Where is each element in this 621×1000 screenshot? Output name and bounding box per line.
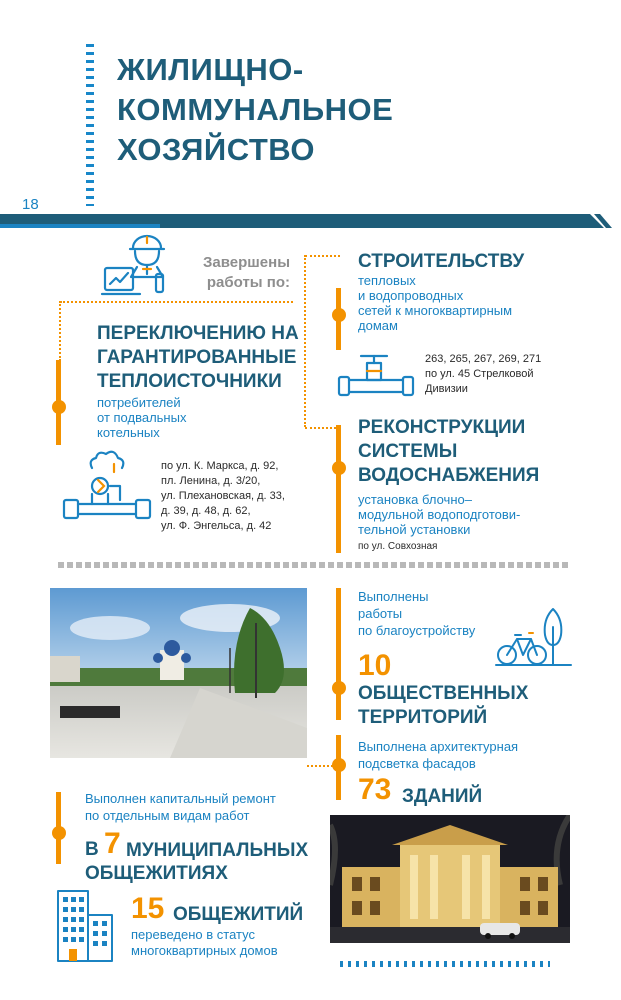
dormitories-sub-line-1: переведено в статус: [131, 927, 255, 942]
switching-address-4: д. 39, д. 48, д. 62,: [161, 505, 251, 517]
landscaping-intro-line-1: Выполнены: [358, 589, 429, 604]
landscaping-bar: [336, 588, 341, 720]
construction-heading: СТРОИТЕЛЬСТВУ: [358, 251, 525, 272]
reconstruction-dot: [332, 461, 346, 475]
reconstruction-sub-line-3: тельной установки: [358, 522, 471, 537]
reconstruction-sub-line-1: установка блочно–: [358, 492, 472, 507]
photo-illuminated-building: [330, 815, 570, 943]
engineer-icon: [100, 234, 175, 304]
apartment-building-icon: [55, 885, 115, 965]
connector-mid-h: [305, 427, 340, 429]
dormitories-label: ОБЩЕЖИТИЙ: [173, 904, 304, 925]
switching-sub-line-3: котельных: [97, 425, 160, 440]
lighting-intro-line-1: Выполнена архитектурная: [358, 739, 519, 754]
repair-prefix: В: [85, 839, 99, 860]
connector-top-h: [305, 255, 340, 257]
section-divider: [58, 562, 568, 568]
completed-intro: [182, 253, 290, 293]
construction-address-3: Дивизии: [425, 383, 468, 395]
switching-addresses: [161, 459, 285, 534]
construction-dot: [332, 308, 346, 322]
bicycle-tree-icon: [495, 605, 575, 670]
reconstruction-heading-line-1: РЕКОНСТРУКЦИИ: [358, 417, 526, 438]
connector-center-v: [304, 255, 306, 427]
repair-label-line-1: МУНИЦИПАЛЬНЫХ: [126, 840, 309, 861]
construction-sub-line-2: и водопроводных: [358, 288, 464, 303]
dormitories-count: 15: [131, 892, 165, 925]
landscaping-intro: [358, 588, 475, 639]
construction-address-1: 263, 265, 267, 269, 271: [425, 353, 542, 365]
reconstruction-sub-line-2: модульной водоподготови-: [358, 507, 521, 522]
reconstruction-bar: [336, 425, 341, 553]
dormitories-sub-line-2: многоквартирных домов: [131, 943, 278, 958]
connector-left-v: [59, 301, 61, 361]
landscaping-label-line-1: ОБЩЕСТВЕННЫХ: [358, 683, 529, 704]
reconstruction-heading-line-3: ВОДОСНАБЖЕНИЯ: [358, 465, 540, 486]
landscaping-label: [358, 682, 528, 730]
repair-count: 7: [104, 827, 121, 860]
switching-sub-line-2: от подвальных: [97, 410, 187, 425]
switching-address-1: по ул. К. Маркса, д. 92,: [161, 460, 279, 472]
lighting-intro-line-2: подсветка фасадов: [358, 756, 476, 771]
bottom-dash-row: [340, 961, 550, 967]
switching-heading-line-1: ПЕРЕКЛЮЧЕНИЮ НА: [97, 323, 299, 344]
landscaping-label-line-2: ТЕРРИТОРИЙ: [358, 707, 488, 728]
repair-dot: [52, 826, 66, 840]
repair-intro: [85, 790, 276, 824]
lighting-label: ЗДАНИЙ: [402, 786, 483, 807]
connector-left-h: [60, 301, 293, 303]
reconstruction-heading: [358, 416, 539, 488]
reconstruction-subtitle: [358, 492, 520, 537]
page-title-line-1: ЖИЛИЩНО-: [117, 52, 304, 87]
page-number: 18: [22, 196, 39, 213]
construction-addresses: [425, 352, 541, 397]
switching-heading-line-2: ГАРАНТИРОВАННЫЕ: [97, 347, 297, 368]
repair-intro-line-2: по отдельным видам работ: [85, 808, 250, 823]
completed-intro-line-1: Завершены: [203, 254, 290, 271]
construction-sub-line-1: тепловых: [358, 273, 416, 288]
landscaping-dot: [332, 681, 346, 695]
landscaping-count: 10: [358, 649, 392, 682]
repair-label-2: [85, 862, 228, 886]
dormitories-subtitle: [131, 927, 278, 959]
construction-address-2: по ул. 45 Стрелковой: [425, 368, 534, 380]
switching-heading: [97, 322, 299, 394]
construction-sub-line-4: домам: [358, 318, 398, 333]
decorative-dash-column: [86, 44, 94, 206]
lighting-intro: [358, 738, 518, 772]
photo-public-square: [50, 588, 307, 758]
repair-intro-line-1: Выполнен капитальный ремонт: [85, 791, 276, 806]
switching-address-3: ул. Плехановская, д. 33,: [161, 490, 285, 502]
landscaping-intro-line-3: по благоустройству: [358, 623, 476, 638]
switching-dot: [52, 400, 66, 414]
lighting-count: 73: [358, 773, 392, 806]
reconstruction-address: по ул. Совхозная: [358, 541, 438, 552]
construction-subtitle: [358, 273, 512, 333]
page-title-line-3: ХОЗЯЙСТВО: [117, 132, 315, 167]
repair-label-line-2: ОБЩЕЖИТИЯХ: [85, 863, 228, 884]
reconstruction-heading-line-2: СИСТЕМЫ: [358, 441, 458, 462]
switching-address-5: ул. Ф. Энгельса, д. 42: [161, 520, 272, 532]
switching-subtitle: [97, 395, 186, 440]
switching-sub-line-1: потребителей: [97, 395, 181, 410]
connector-lighting: [307, 765, 333, 767]
pipe-icon: [337, 349, 417, 399]
repair-label: [126, 838, 308, 864]
boiler-valve-icon: [62, 450, 152, 530]
completed-intro-line-2: работы по:: [206, 274, 290, 291]
page-title-line-2: КОММУНАЛЬНОЕ: [117, 92, 394, 127]
switching-address-2: пл. Ленина, д. 3/20,: [161, 475, 261, 487]
switching-heading-line-3: ТЕПЛОИСТОЧНИКИ: [97, 371, 282, 392]
header-stripe: [0, 210, 621, 232]
lighting-dot: [332, 758, 346, 772]
landscaping-intro-line-2: работы: [358, 606, 403, 621]
construction-sub-line-3: сетей к многоквартирным: [358, 303, 513, 318]
